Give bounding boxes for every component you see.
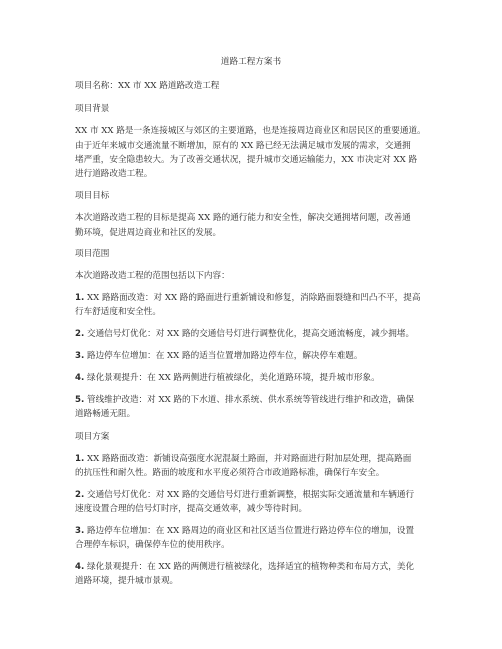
section-heading-plan: 项目方案 xyxy=(75,432,110,442)
list-item-text: 路边停车位增加：在 XX 路周边的商业区和社区适当位置进行路边停车位的增加，设置 xyxy=(86,526,415,536)
objective-paragraph-line: 勤环境，促进周边商业和社区的发展。 xyxy=(75,228,222,238)
scope-item-1-continuation: 行车舒适度和安全性。 xyxy=(75,307,161,317)
plan-item-4-continuation: 道路环境，提升城市景观。 xyxy=(75,576,179,586)
background-paragraph-line: 堵严重，安全隐患较大。为了改善交通状况，提升城市交通运输能力，XX 市决定对 XX 路 xyxy=(75,155,418,165)
list-item-text: 交通信号灯优化：对 XX 路的交通信号灯进行重新调整，根据实际交通流量和车辆通行 xyxy=(86,490,415,500)
background-paragraph-line: 进行道路改造工程。 xyxy=(75,169,153,179)
scope-intro: 本次道路改造工程的范围包括以下内容： xyxy=(75,271,230,281)
list-number: 3. xyxy=(75,526,85,536)
document-title: 道路工程方案书 xyxy=(220,57,282,67)
plan-item-1 xyxy=(75,453,435,465)
list-number: 4. xyxy=(75,562,85,572)
section-heading-scope: 项目范围 xyxy=(75,249,110,259)
list-number: 3. xyxy=(75,351,85,361)
list-item-text: 绿化景观提升：在 XX 路两侧进行植被绿化，美化道路环境，提升城市形象。 xyxy=(86,373,380,383)
list-item-text: XX 路路面改造：新铺设高强度水泥混凝土路面，并对路面进行附加层处理，提高路面 xyxy=(86,454,412,464)
plan-item-3 xyxy=(75,525,435,537)
list-number: 2. xyxy=(75,329,85,339)
objective-paragraph-line: 本次道路改造工程的目标是提高 XX 路的通行能力和安全性，解决交通拥堵问题，改善通 xyxy=(75,213,411,223)
section-heading-objective: 项目目标 xyxy=(75,191,110,201)
list-item-text: 绿化景观提升：在 XX 路的两侧进行植被绿化，选择适宜的植物种类和布局方式，美化 xyxy=(86,562,415,572)
list-number: 1. xyxy=(75,454,85,464)
scope-item-2 xyxy=(75,328,435,340)
list-number: 5. xyxy=(75,395,85,405)
list-number: 4. xyxy=(75,373,85,383)
plan-item-2-continuation: 速度设置合理的信号灯时序，提高交通效率，减少等待时间。 xyxy=(75,504,308,514)
list-number: 2. xyxy=(75,490,85,500)
background-paragraph-line: XX 市 XX 路是一条连接城区与郊区的主要道路，也是连接周边商业区和居民区的重要通道。 xyxy=(75,126,426,136)
section-heading-background: 项目背景 xyxy=(75,104,110,114)
project-name-line: 项目名称：XX 市 XX 路道路改造工程 xyxy=(75,81,220,91)
plan-item-3-continuation: 合理停车标识，确保停车位的使用秩序。 xyxy=(75,540,230,550)
scope-item-4 xyxy=(75,372,435,384)
list-item-text: 路边停车位增加：在 XX 路的适当位置增加路边停车位，解决停车难题。 xyxy=(86,351,363,361)
scope-item-3 xyxy=(75,350,435,362)
plan-item-4 xyxy=(75,561,435,573)
plan-item-2 xyxy=(75,489,435,501)
list-item-text: 交通信号灯优化：对 XX 路的交通信号灯进行调整优化，提高交通流畅度，减少拥堵。 xyxy=(86,329,415,339)
scope-item-5 xyxy=(75,394,435,406)
scope-item-1 xyxy=(75,292,435,304)
list-number: 1. xyxy=(75,293,85,303)
list-item-text: XX 路路面改造：对 XX 路的路面进行重新铺设和修复，消除路面裂缝和凹凸不平，提高 xyxy=(86,293,421,303)
scope-item-5-continuation: 道路畅通无阻。 xyxy=(75,409,136,419)
plan-item-1-continuation: 的抗压性和耐久性。路面的坡度和水平度必须符合市政道路标准，确保行车安全。 xyxy=(75,468,385,478)
background-paragraph-line: 由于近年来城市交通流量不断增加，原有的 XX 路已经无法满足城市发展的需求，交通拥 xyxy=(75,141,411,151)
list-item-text: 管线维护改造：对 XX 路的下水道、排水系统、供水系统等管线进行维护和改造，确保 xyxy=(86,395,415,405)
